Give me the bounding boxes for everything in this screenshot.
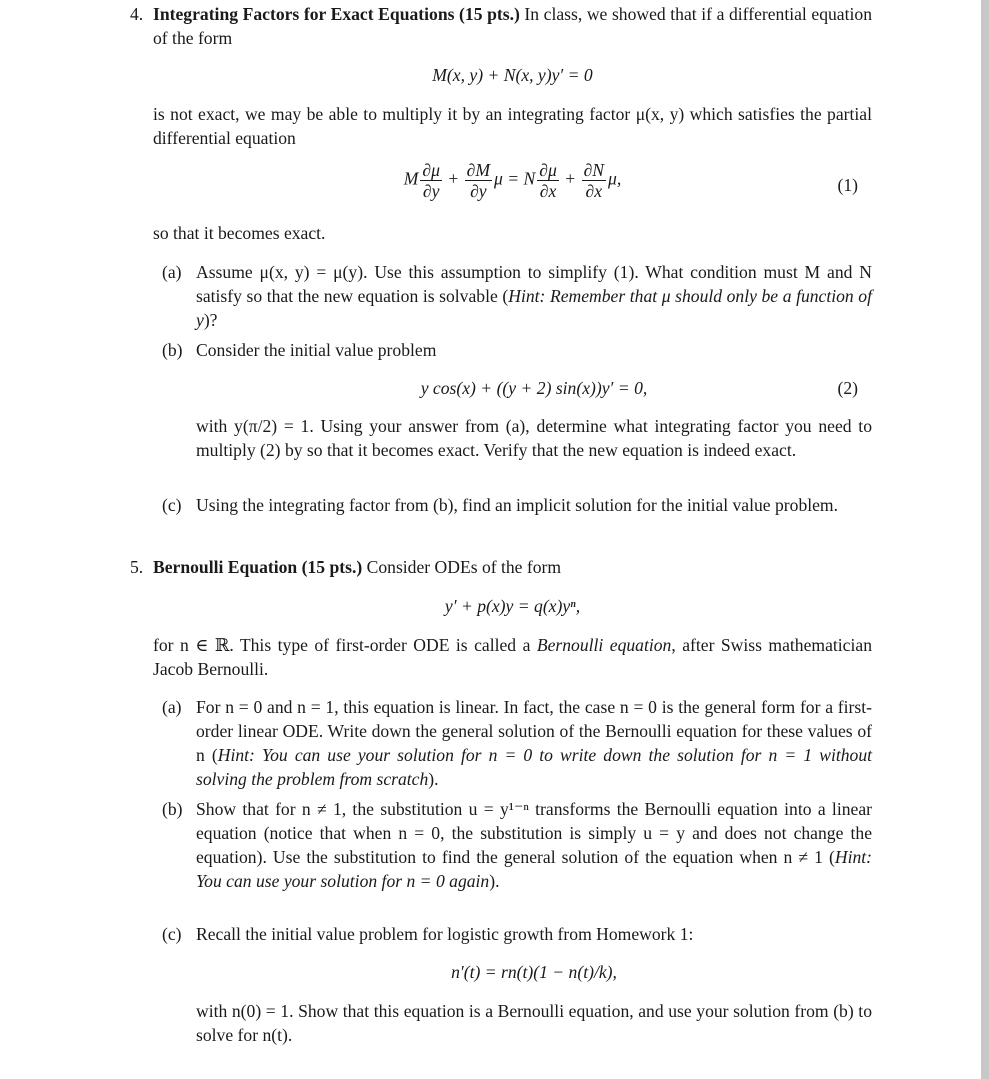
equation-2: y cos(x) + ((y + 2) sin(x))y′ = 0, (420, 378, 648, 398)
problem-4-after-eq1: so that it becomes exact. (153, 223, 326, 243)
problem-5a-hint: Hint: You can use your solution for n = 0 to write down the solution for n = 1 without solving the problem from scratch (196, 745, 872, 789)
problem-5a-end: ). (428, 769, 439, 789)
problem-4-number: 4. (130, 4, 144, 24)
problem-5c-text: Recall the initial value problem for logistic growth from Homework 1: (196, 924, 694, 944)
eq1-lhs-coef: M (403, 168, 419, 189)
eq1-frac-dmu-dy (420, 160, 442, 201)
problem-5-title: Bernoulli Equation (15 pts.) (153, 557, 363, 577)
eq1-frac2-den: ∂y (470, 181, 487, 201)
eq1-frac4-den: ∂x (585, 181, 603, 201)
eq1-frac1-den: ∂y (422, 181, 440, 201)
problem-5a-text (196, 695, 872, 791)
problem-5c-text-2: with n(0) = 1. Show that this equation is a Bernoulli equation, and use your solution from (b) to solve for n(t). (196, 1001, 872, 1045)
problem-4a-hint: Hint: Remember that μ should only be a function of y (196, 286, 872, 330)
problem-5-main-equation: y′ + p(x)y = q(x)yⁿ, (444, 596, 581, 616)
vertical-scrollbar[interactable] (981, 0, 989, 1079)
eq1-mu-end: μ, (608, 168, 622, 189)
problem-4-main-equation: M(x, y) + N(x, y)y′ = 0 (432, 65, 593, 85)
problem-5a-body: For n = 0 and n = 1, this equation is linear. In fact, the case n = 0 is the general form for a first-order linear ODE. Write down the general solution of the Bernoulli equation for these values of n ( (196, 697, 872, 765)
problem-5a-label: (a) (162, 697, 182, 717)
problem-4-intro-text: In class, we showed that if a differential equation of the form (153, 4, 872, 48)
eq1-frac2-num: ∂M (466, 160, 491, 180)
eq1-frac1-num: ∂μ (422, 160, 440, 180)
problem-4b-label: (b) (162, 340, 183, 360)
problem-4-title: Integrating Factors for Exact Equations (15 pts.) (153, 4, 520, 24)
problem-5b-end: ). (489, 871, 500, 891)
equation-1-number: (1) (837, 175, 858, 195)
problem-5-mid-1: for n ∈ ℝ. This type of first-order ODE is called a (153, 635, 537, 655)
eq1-frac3-den: ∂x (539, 181, 557, 201)
eq1-frac3-num: ∂μ (539, 160, 557, 180)
eq1-rhs-coef: N (523, 168, 536, 189)
problem-5c-label: (c) (162, 924, 182, 944)
problem-5-bernoulli-term: Bernoulli equation (536, 635, 672, 655)
eq1-mu-equals: μ = (494, 168, 520, 189)
eq1-plus-2: + (565, 168, 576, 189)
problem-5-mid-text (153, 633, 872, 681)
equation-1 (153, 160, 872, 201)
problem-4a-text (196, 260, 872, 332)
problem-5b-label: (b) (162, 799, 183, 819)
eq1-plus-1: + (448, 168, 459, 189)
problem-4c-label: (c) (162, 495, 182, 515)
problem-4-intro (153, 2, 872, 50)
problem-4b-text-2: with y(π/2) = 1. Using your answer from (a), determine what integrating factor you need to multiply (2) by so that it becomes exact. Verify that the new equation is indeed exact. (196, 416, 872, 460)
problem-5-intro (153, 555, 872, 579)
problem-4a-label: (a) (162, 262, 182, 282)
eq1-frac-dM-dy (465, 160, 492, 201)
problem-5-number: 5. (130, 557, 144, 577)
problem-4b-text: Consider the initial value problem (196, 340, 437, 360)
problem-4-mid-text: is not exact, we may be able to multiply it by an integrating factor μ(x, y) which satisfies the partial differential equation (153, 104, 872, 148)
problem-5b-hint: Hint: You can use your solution for n = 0 again (196, 847, 872, 891)
problem-4c-text: Using the integrating factor from (b), find an implicit solution for the initial value problem. (196, 495, 839, 515)
eq1-frac-dN-dx (582, 160, 606, 201)
problem-5-mid-2: , after Swiss mathematician Jacob Bernoulli. (153, 635, 872, 679)
logistic-equation: n′(t) = rn(t)(1 − n(t)/k), (451, 962, 617, 982)
problem-5b-body: Show that for n ≠ 1, the substitution u = y¹⁻ⁿ transforms the Bernoulli equation into a linear equation (notice that when n = 0, the substitution is simply u = y and does not change the equation). Use the substitution to find the general solution of the equation when n ≠ 1 ( (196, 799, 872, 867)
problem-4a-body: Assume μ(x, y) = μ(y). Use this assumption to simplify (1). What condition must M and N satisfy so that the new equation is solvable ( (196, 262, 872, 306)
problem-5b-text (196, 797, 872, 893)
problem-5-intro-text: Consider ODEs of the form (362, 557, 562, 577)
eq1-frac4-num: ∂N (583, 160, 605, 180)
equation-2-number: (2) (837, 378, 858, 398)
problem-4a-end: )? (203, 310, 218, 330)
eq1-frac-dmu-dx (537, 160, 559, 201)
